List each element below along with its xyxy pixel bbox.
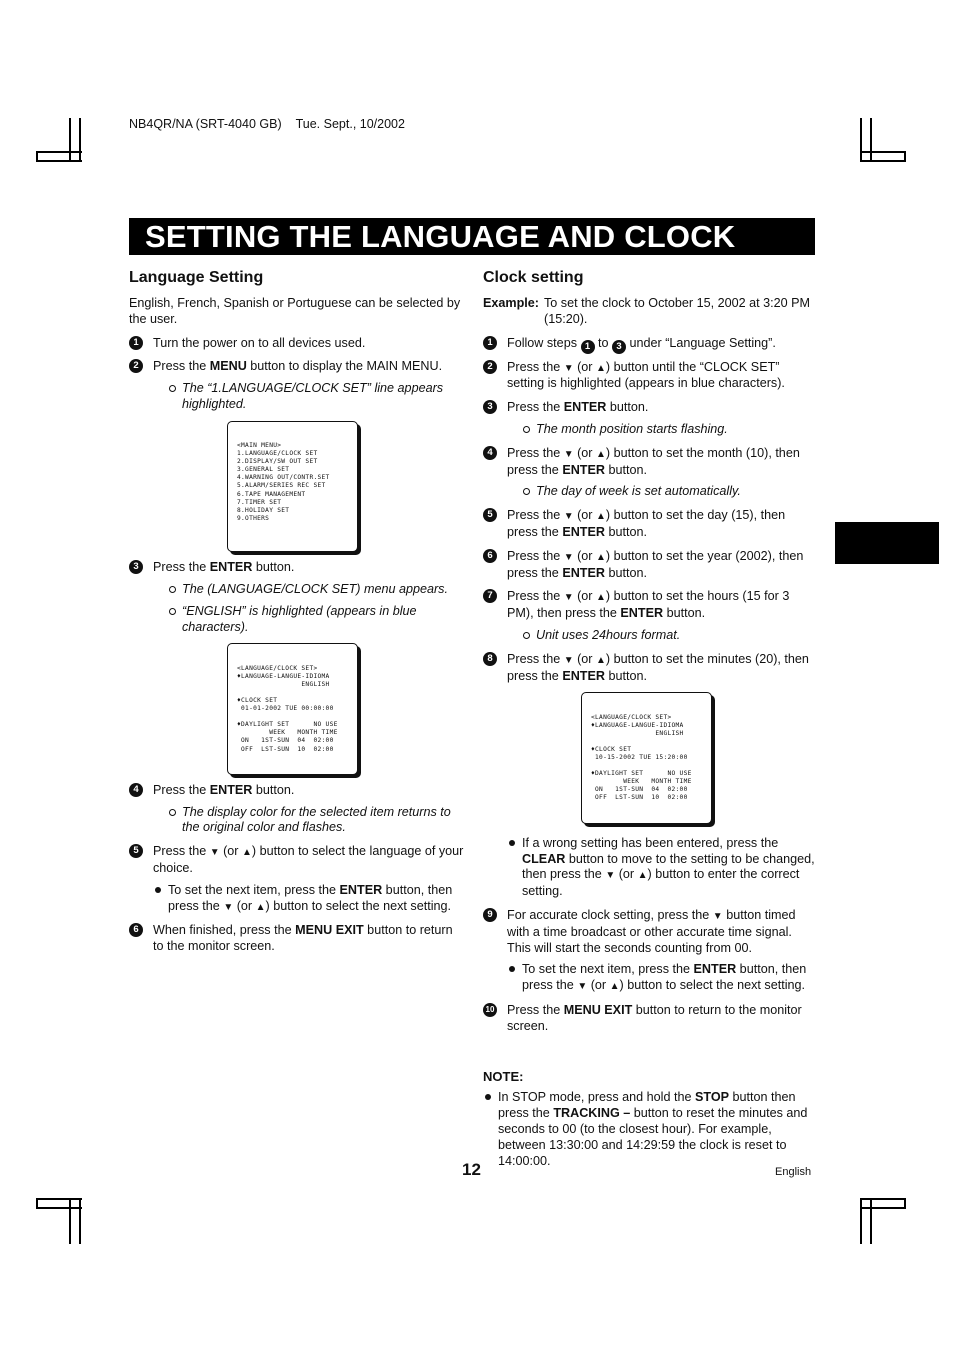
document-header	[129, 117, 405, 131]
language-heading: Language Setting	[129, 269, 264, 286]
step-number: 8	[483, 652, 497, 666]
crop-mark	[860, 1207, 906, 1209]
step-number: 4	[129, 783, 143, 797]
crop-mark	[79, 1198, 81, 1244]
hollow-bullet-icon	[169, 385, 176, 392]
note-heading: NOTE:	[483, 1068, 524, 1084]
step-number: 3	[483, 400, 497, 414]
crop-mark	[69, 1198, 71, 1244]
down-arrow-icon: ▼	[712, 910, 723, 922]
up-arrow-icon: ▲	[609, 981, 620, 993]
lang-step-2-note: The “1.LANGUAGE/CLOCK SET” line appears highlighted.	[129, 381, 464, 413]
clock-step-2: 2 Press the ▼ (or ▲) button until the “CLOCK SET” setting is highlighted (appears in blue characters).	[483, 360, 818, 393]
crop-mark	[36, 1198, 82, 1200]
step-number: 10	[483, 1003, 497, 1017]
section-tab	[835, 522, 939, 564]
footer-language: English	[775, 1166, 812, 1178]
lang-step-2: 2 Press the MENU button to display the MAIN MENU.	[129, 359, 464, 375]
lang-step-4-note: The display color for the selected item returns to the original color and flashes.	[129, 805, 464, 837]
down-arrow-icon: ▼	[563, 654, 574, 666]
step-number: 1	[483, 336, 497, 350]
osd-screen: <LANGUAGE/CLOCK SET> ♦LANGUAGE-LANGUE-IDIOMA ENGLISH ♦CLOCK SET 10-15-2002 TUE 15:20:00 ♦DAYLIGHT SET NO USE WEEK MONTH TIME ON 1ST-SUN 04 02:00 OFF LST-SUN 10 02:00	[581, 692, 712, 823]
clock-step-8-bullet: If a wrong setting has been entered, press the CLEAR button to move to the setting to be changed, then press the ▼ (or ▲) button to enter the correct setting.	[483, 836, 818, 900]
language-intro: English, French, Spanish or Portuguese can be selected by the user.	[129, 296, 461, 326]
crop-mark	[36, 151, 82, 153]
clock-step-9-bullet: To set the next item, press the ENTER button, then press the ▼ (or ▲) button to select the next setting.	[483, 962, 818, 995]
up-arrow-icon: ▲	[637, 870, 648, 882]
up-arrow-icon: ▲	[596, 511, 606, 523]
step-number: 3	[129, 560, 143, 574]
hollow-bullet-icon	[169, 586, 176, 593]
crop-mark	[904, 151, 906, 162]
lang-step-3: 3 Press the ENTER button.	[129, 560, 464, 576]
clock-setting-section	[483, 268, 818, 1169]
lang-step-3-note-2: “ENGLISH” is highlighted (appears in blue characters).	[129, 604, 464, 636]
clock-step-10: 10 Press the MENU EXIT button to return to the monitor screen.	[483, 1003, 818, 1035]
osd-screen: <MAIN MENU> 1.LANGUAGE/CLOCK SET 2.DISPLAY/SW OUT SET 3.GENERAL SET 4.WARNING OUT/CONTR.SET 5.ALARM/SERIES REC SET 6.TAPE MANAGEMENT 7.TIMER SET 8.HOLIDAY SET 9.OTHERS	[227, 421, 358, 552]
step-number: 9	[483, 908, 497, 922]
down-arrow-icon: ▼	[577, 981, 588, 993]
clock-step-6: 6 Press the ▼ (or ▲) button to set the year (2002), then press the ENTER button.	[483, 549, 818, 582]
crop-mark	[69, 118, 71, 162]
hollow-bullet-icon	[169, 608, 176, 615]
main-menu-screen	[227, 421, 464, 552]
down-arrow-icon: ▼	[563, 511, 574, 523]
crop-mark	[870, 118, 872, 162]
crop-mark	[870, 1198, 872, 1244]
step-number: 2	[483, 360, 497, 374]
down-arrow-icon: ▼	[223, 901, 234, 913]
clock-step-5: 5 Press the ▼ (or ▲) button to set the day (15), then press the ENTER button.	[483, 508, 818, 541]
down-arrow-icon: ▼	[605, 870, 616, 882]
crop-mark	[904, 1198, 906, 1209]
hollow-bullet-icon	[169, 809, 176, 816]
clock-step-1: 1 Follow steps 1 to 3 under “Language Setting”.	[483, 336, 818, 352]
lang-step-3-note-1: The (LANGUAGE/CLOCK SET) menu appears.	[129, 582, 464, 598]
crop-mark	[79, 118, 81, 162]
clock-step-4: 4 Press the ▼ (or ▲) button to set the month (10), then press the ENTER button.	[483, 446, 818, 479]
step-number: 5	[483, 508, 497, 522]
down-arrow-icon: ▼	[563, 592, 574, 604]
step-number: 7	[483, 589, 497, 603]
crop-mark	[860, 1198, 862, 1244]
step-number: 4	[483, 446, 497, 460]
down-arrow-icon: ▼	[563, 362, 574, 374]
lang-step-6: 6 When finished, press the MENU EXIT button to return to the monitor screen.	[129, 923, 464, 955]
lang-step-5: 5 Press the ▼ (or ▲) button to select the language of your choice.	[129, 844, 464, 877]
down-arrow-icon: ▼	[563, 448, 574, 460]
bullet-icon	[509, 966, 515, 972]
lang-step-5-bullet: To set the next item, press the ENTER button, then press the ▼ (or ▲) button to select the next setting.	[129, 883, 464, 916]
up-arrow-icon: ▲	[242, 847, 252, 859]
page-title: SETTING THE LANGUAGE AND CLOCK	[129, 218, 815, 255]
crop-mark	[36, 1207, 82, 1209]
hollow-bullet-icon	[523, 426, 530, 433]
clock-step-3-note: The month position starts flashing.	[483, 422, 818, 438]
clock-step-4-note: The day of week is set automatically.	[483, 484, 818, 500]
crop-mark	[860, 118, 862, 162]
bullet-icon	[485, 1094, 491, 1100]
up-arrow-icon: ▲	[255, 901, 266, 913]
up-arrow-icon: ▲	[596, 362, 606, 374]
osd-screen: <LANGUAGE/CLOCK SET> ♦LANGUAGE-LANGUE-IDIOMA ENGLISH ♦CLOCK SET 01-01-2002 TUE 00:00:00 ♦DAYLIGHT SET NO USE WEEK MONTH TIME ON 1ST-SUN 04 02:00 OFF LST-SUN 10 02:00	[227, 643, 358, 774]
crop-mark	[36, 1198, 38, 1209]
crop-mark	[860, 160, 906, 162]
language-setting-section	[129, 268, 464, 955]
doc-date: Tue. Sept., 10/2002	[295, 117, 405, 131]
bullet-icon	[155, 887, 161, 893]
clock-example: Example: To set the clock to October 15, 2002 at 3:20 PM (15:20).	[483, 296, 811, 326]
crop-mark	[36, 151, 38, 162]
up-arrow-icon: ▲	[596, 448, 606, 460]
clock-step-7: 7 Press the ▼ (or ▲) button to set the hours (15 for 3 PM), then press the ENTER button.	[483, 589, 818, 622]
doc-code: NB4QR/NA (SRT-4040 GB)	[129, 117, 282, 131]
up-arrow-icon: ▲	[596, 592, 606, 604]
down-arrow-icon: ▼	[563, 551, 574, 563]
step-number: 6	[129, 923, 143, 937]
clock-step-9: 9 For accurate clock setting, press the ▼ button timed with a time broadcast or other accurate time signal. This will start the seconds counting from 00.	[483, 908, 818, 956]
clock-step-8: 8 Press the ▼ (or ▲) button to set the minutes (20), then press the ENTER button.	[483, 652, 818, 685]
step-number: 6	[483, 549, 497, 563]
step-number: 5	[129, 844, 143, 858]
lang-step-1: 1 Turn the power on to all devices used.	[129, 336, 464, 352]
lang-step-4: 4 Press the ENTER button.	[129, 783, 464, 799]
crop-mark	[860, 151, 906, 153]
language-clock-screen	[227, 643, 464, 774]
crop-mark	[36, 160, 82, 162]
step-number: 1	[129, 336, 143, 350]
clock-heading: Clock setting	[483, 269, 584, 286]
note-bullet: In STOP mode, press and hold the STOP button then press the TRACKING – button to reset the minutes and seconds to 00 (to the closest hour). For example, between 13:30:00 and 14:29:59 the clock is reset to 14:00:00.	[483, 1090, 818, 1169]
crop-mark	[860, 1198, 906, 1200]
clock-step-7-note: Unit uses 24hours format.	[483, 628, 818, 644]
page-number: 12	[462, 1160, 481, 1179]
up-arrow-icon: ▲	[596, 654, 606, 666]
step-number: 2	[129, 359, 143, 373]
hollow-bullet-icon	[523, 488, 530, 495]
up-arrow-icon: ▲	[596, 551, 606, 563]
clock-set-screen	[581, 692, 818, 823]
bullet-icon	[509, 840, 515, 846]
clock-step-3: 3 Press the ENTER button.	[483, 400, 818, 416]
hollow-bullet-icon	[523, 632, 530, 639]
down-arrow-icon: ▼	[209, 847, 220, 859]
